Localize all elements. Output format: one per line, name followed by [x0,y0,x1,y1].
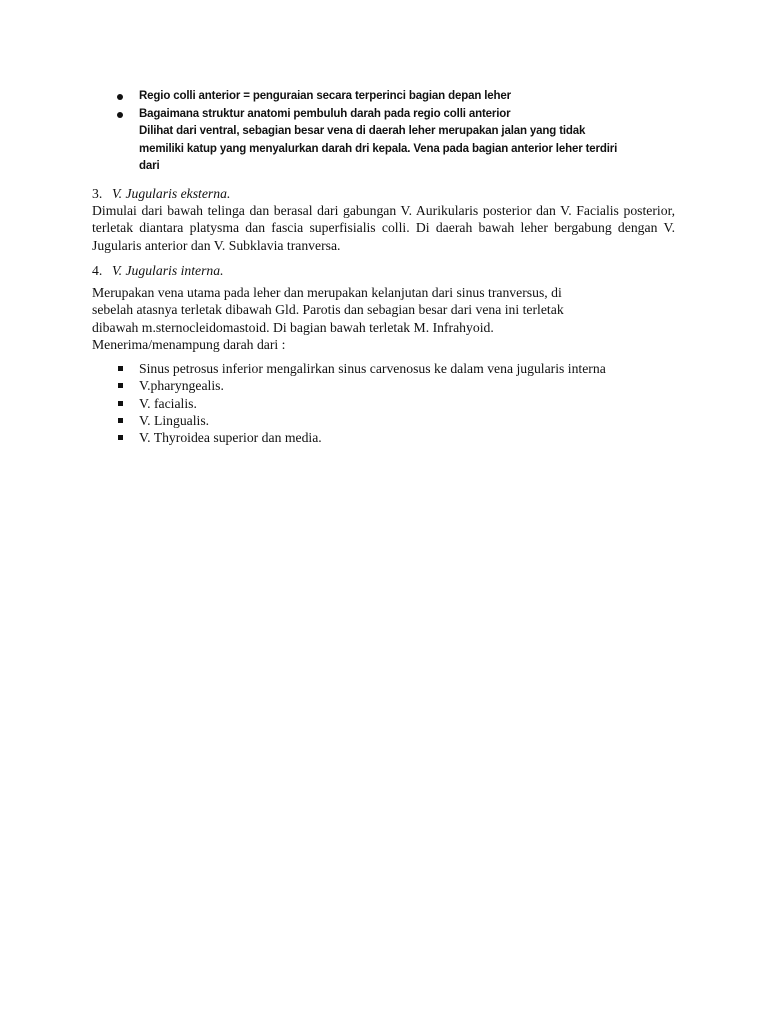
paragraph-line: sebelah atasnya terletak dibawah Gld. Parotis dan sebagian besar dari vena ini terletak [92,302,564,318]
square-bullet-icon [118,418,123,423]
intro-bullet-continuation-line: memiliki katup yang menyalurkan darah dri kepala. Vena pada bagian anterior leher terdiri [139,142,618,155]
bullet-dot-icon [117,94,123,100]
section-3-title: V. Jugularis eksterna. [112,186,231,201]
intro-bullet-text: Bagaimana struktur anatomi pembuluh darah pada regio colli anterior [139,107,511,120]
square-bullet-icon [118,401,123,406]
list-item-text: V. Lingualis. [139,412,210,428]
list-item-text: V. Thyroidea superior dan media. [139,430,322,446]
square-bullet-icon [118,366,123,371]
paragraph-line: Merupakan vena utama pada leher dan merupakan kelanjutan dari sinus tranversus, di [92,285,562,300]
list-item-text: V. facialis. [139,395,197,411]
intro-bullet-list [112,88,682,176]
paragraph-line: Menerima/menampung darah dari : [92,336,286,352]
bullet-dot-icon [117,112,123,118]
section-4-number: 4. [92,263,103,278]
list-item-text: Sinus petrosus inferior mengalirkan sinus carvenosus ke dalam vena jugularis interna [139,361,606,376]
list-item [114,395,684,412]
list-item [114,429,684,446]
square-bullet-icon [118,435,123,440]
section-4-paragraph [92,284,675,353]
list-item [114,377,684,394]
section-3-paragraph: Dimulai dari bawah telinga dan berasal dari gabungan V. Aurikularis posterior dan V. Facialis posterior, terletak diantara platysma dan fascia superfisialis colli. Di daerah bawah leher bergabung dengan V. Jugularis anterior dan V. Subklavia tranversa. [92,203,675,253]
intro-bullet-text: Regio colli anterior = penguraian secara terperinci bagian depan leher [139,90,511,102]
paragraph-line: dibawah m.sternocleidomastoid. Di bagian bawah terletak M. Infrahyoid. [92,319,494,335]
intro-bullet-continuation-line: dari [139,160,160,172]
section-3-heading [92,185,230,202]
list-item [114,360,684,377]
intro-bullet-continuation-line: Dilihat dari ventral, sebagian besar vena di daerah leher merupakan jalan yang tidak [139,125,586,137]
receives-list [114,360,684,446]
list-item [114,412,684,429]
section-4-heading [92,262,224,279]
section-4-title: V. Jugularis interna. [112,263,224,278]
intro-bullet-2 [112,106,682,176]
list-item-text: V.pharyngealis. [139,378,224,394]
section-3-number: 3. [92,186,103,201]
square-bullet-icon [118,383,123,388]
intro-bullet-1 [112,88,682,106]
